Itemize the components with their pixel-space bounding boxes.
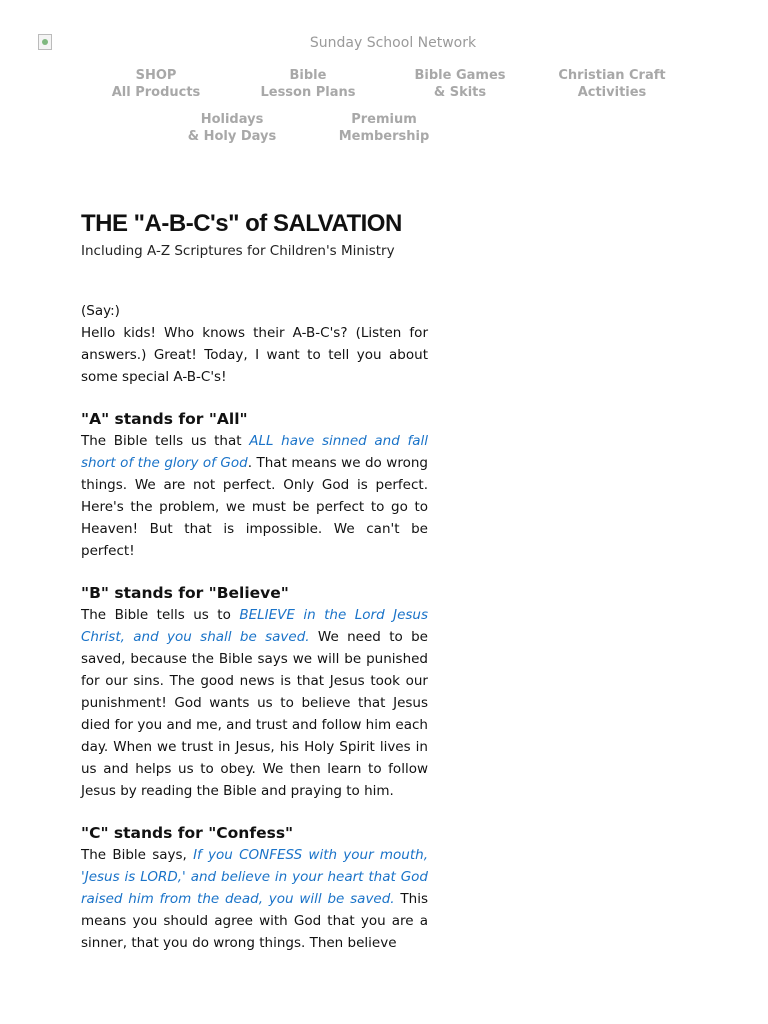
nav-item-line: Bible Games	[414, 68, 506, 83]
nav-item-line: Bible	[289, 68, 327, 83]
section-paragraph-a	[81, 430, 428, 562]
nav-item-craft-activities[interactable]	[537, 67, 688, 101]
page-subtitle: Including A-Z Scriptures for Children's Ministry	[81, 243, 395, 259]
nav-item-line: Membership	[338, 129, 430, 144]
page-title: THE "A-B-C's" of SALVATION	[81, 210, 402, 237]
paragraph-text: The Bible tells us to	[81, 607, 240, 623]
section-heading-c: "C" stands for "Confess"	[81, 824, 294, 842]
section-paragraph-b	[81, 604, 428, 802]
article-content	[81, 208, 428, 954]
nav-item-premium-membership[interactable]	[309, 111, 460, 145]
intro-paragraph: Hello kids! Who knows their A-B-C's? (Listen for answers.) Great! Today, I want to tell you about some special A-B-C's!	[81, 325, 428, 385]
nav-item-line: SHOP	[135, 68, 177, 83]
paragraph-text: . That means we do wrong things. We are not perfect. Only God is perfect. Here's the problem, we must be perfect to go to Heaven! But that is impossible. We can't be perfect!	[81, 455, 428, 559]
nav-item-shop[interactable]	[81, 67, 232, 101]
paragraph-text: The Bible says,	[81, 847, 194, 863]
site-title[interactable]: Sunday School Network	[309, 35, 477, 51]
nav-item-line: All Products	[111, 85, 201, 100]
main-nav	[0, 67, 768, 145]
section-paragraph-c	[81, 844, 428, 954]
nav-item-line: & Skits	[433, 85, 487, 100]
nav-item-line: Premium	[351, 112, 417, 127]
scripture-link[interactable]: ALL have sinned and fall short of the glory of God	[81, 433, 429, 471]
nav-item-line: & Holy Days	[187, 129, 277, 144]
nav-item-lesson-plans[interactable]	[233, 67, 384, 101]
nav-item-line: Lesson Plans	[260, 85, 356, 100]
scripture-link[interactable]: If you CONFESS with your mouth, 'Jesus is LORD,' and believe in your heart that God raised him from the dead, you will be saved.	[81, 847, 428, 907]
nav-row-primary	[0, 67, 768, 101]
paragraph-text: We need to be saved, because the Bible says we will be punished for our sins. The good news is that Jesus took our punishment! God wants us to believe that Jesus died for you and me, and trust and follow him each day. When we trust in Jesus, his Holy Spirit lives in us and helps us to obey. We then learn to follow Jesus by reading the Bible and praying to him.	[81, 629, 428, 799]
nav-item-holidays[interactable]	[157, 111, 308, 145]
nav-item-line: Holidays	[200, 112, 264, 127]
nav-item-line: Christian Craft	[558, 68, 666, 83]
scripture-link[interactable]: BELIEVE in the Lord Jesus Christ, and you shall be saved.	[81, 607, 428, 645]
say-label: (Say:)	[81, 303, 120, 319]
section-heading-b: "B" stands for "Believe"	[81, 584, 289, 602]
nav-item-line: Activities	[577, 85, 647, 100]
paragraph-text: This means you should agree with God that you are a sinner, that you do wrong things. Then believe	[81, 891, 428, 951]
nav-item-games-skits[interactable]	[385, 67, 536, 101]
section-heading-a: "A" stands for "All"	[81, 410, 248, 428]
nav-row-secondary	[0, 111, 692, 145]
paragraph-text: The Bible tells us that	[81, 433, 250, 449]
